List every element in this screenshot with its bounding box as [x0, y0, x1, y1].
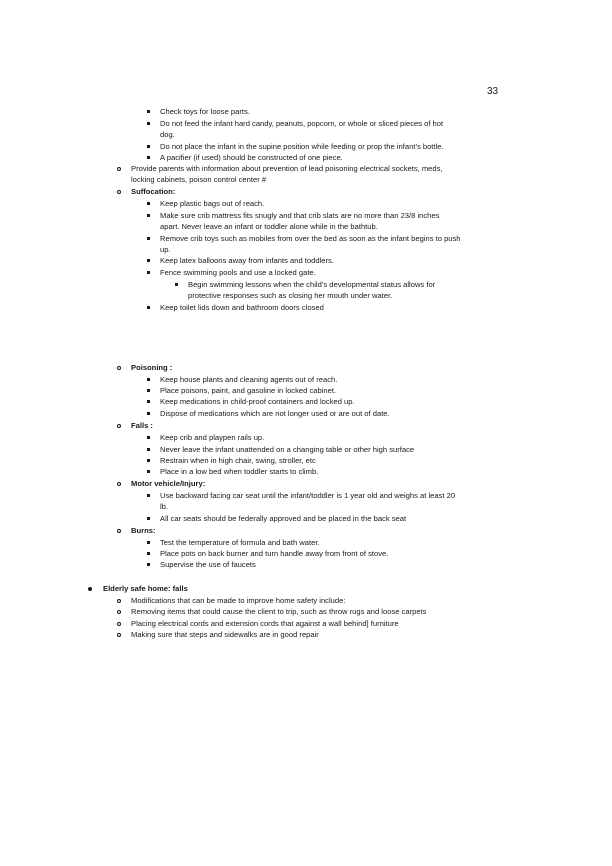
- circle-bullet-icon: [117, 190, 121, 194]
- list-item: Do not feed the infant hard candy, peanuts, popcorn, or whole or sliced pieces of hot: [160, 119, 444, 128]
- list-item: Fence swimming pools and use a locked gate.: [160, 268, 316, 277]
- list-item-continued: up.: [160, 245, 171, 254]
- list-item: Modifications that can be made to improve home safety include:: [131, 596, 346, 605]
- list-item: Keep crib and playpen rails up.: [160, 433, 265, 442]
- square-bullet-icon: [147, 306, 150, 309]
- list-item-continued: dog.: [160, 130, 175, 139]
- list-item: Restrain when in high chair, swing, stroller, etc: [160, 456, 316, 465]
- square-bullet-icon: [147, 145, 150, 148]
- list-item: Provide parents with information about prevention of lead poisoning electrical sockets, meds,: [131, 164, 443, 173]
- square-bullet-icon: [147, 202, 150, 205]
- square-bullet-icon: [147, 156, 150, 159]
- list-item: Never leave the infant unattended on a changing table or other high surface: [160, 445, 415, 454]
- list-item: Removing items that could cause the client to trip, such as throw rugs and loose carpets: [131, 607, 427, 616]
- circle-bullet-icon: [117, 167, 121, 171]
- square-bullet-icon: [147, 214, 150, 217]
- list-item: Do not place the infant in the supine position while feeding or prop the infant’s bottle.: [160, 142, 444, 151]
- circle-bullet-icon: [117, 599, 121, 603]
- list-item: Placing electrical cords and extension cords that against a wall behind] furniture: [131, 619, 399, 628]
- list-item: Begin swimming lessons when the child’s developmental status allows for: [188, 280, 436, 289]
- square-bullet-icon: [147, 494, 150, 497]
- circle-bullet-icon: [117, 529, 121, 533]
- circle-bullet-icon: [117, 366, 121, 370]
- list-item-continued: lb.: [160, 502, 169, 511]
- list-item: All car seats should be federally approved and be placed in the back seat: [160, 514, 407, 523]
- circle-bullet-icon: [117, 622, 121, 626]
- square-bullet-icon: [147, 552, 150, 555]
- list-item: Place poisons, paint, and gasoline in locked cabinet.: [160, 386, 337, 395]
- list-item: Keep latex balloons away from infants and toddlers.: [160, 256, 334, 265]
- square-bullet-icon: [147, 400, 150, 403]
- disc-bullet-icon: [88, 587, 92, 591]
- section-heading-burns: Burns:: [131, 526, 156, 535]
- list-item-continued: locking cabinets, poison control center #: [131, 175, 267, 184]
- list-item: Keep toilet lids down and bathroom doors closed: [160, 303, 324, 312]
- section-heading-motor-vehicle: Motor vehicle/Injury:: [131, 479, 206, 488]
- list-item: Keep plastic bags out of reach.: [160, 199, 265, 208]
- section-heading-suffocation: Suffocation:: [131, 187, 176, 196]
- square-bullet-icon: [147, 259, 150, 262]
- square-bullet-icon: [147, 541, 150, 544]
- list-item: Use backward facing car seat until the infant/toddler is 1 year old and weighs at least 20: [160, 491, 456, 500]
- list-item: Dispose of medications which are not longer used or are out of date.: [160, 409, 390, 418]
- page-number: 33: [487, 86, 499, 97]
- square-bullet-icon: [147, 389, 150, 392]
- list-item: Place pots on back burner and turn handle away from front of stove.: [160, 549, 389, 558]
- circle-bullet-icon: [117, 424, 121, 428]
- square-bullet-icon: [147, 271, 150, 274]
- square-bullet-icon: [147, 237, 150, 240]
- circle-bullet-icon: [117, 482, 121, 486]
- section-heading-poisoning: Poisoning :: [131, 363, 173, 372]
- list-item: A pacifier (if used) should be constructed of one piece.: [160, 153, 343, 162]
- square-bullet-icon: [147, 517, 150, 520]
- list-item: Remove crib toys such as mobiles from over the bed as soon as the infant begins to push: [160, 234, 461, 243]
- circle-bullet-icon: [117, 633, 121, 637]
- square-bullet-icon: [147, 110, 150, 113]
- list-item-continued: apart. Never leave an infant or toddler alone while in the bathtub.: [160, 222, 378, 231]
- square-bullet-icon: [147, 448, 150, 451]
- list-item: Keep house plants and cleaning agents out of reach.: [160, 375, 338, 384]
- list-item: Test the temperature of formula and bath water.: [160, 538, 320, 547]
- square-bullet-icon: [147, 378, 150, 381]
- square-bullet-icon: [175, 283, 178, 286]
- list-item: Make sure crib mattress fits snugly and that crib slats are no more than 23/8 inches: [160, 211, 440, 220]
- circle-bullet-icon: [117, 610, 121, 614]
- list-item-continued: protective responses such as closing her mouth under water.: [188, 291, 393, 300]
- square-bullet-icon: [147, 470, 150, 473]
- section-heading-falls: Falls :: [131, 421, 153, 430]
- list-item: Check toys for loose parts.: [160, 107, 250, 116]
- list-item: Place in a low bed when toddler starts to climb.: [160, 467, 319, 476]
- square-bullet-icon: [147, 122, 150, 125]
- square-bullet-icon: [147, 563, 150, 566]
- square-bullet-icon: [147, 412, 150, 415]
- square-bullet-icon: [147, 459, 150, 462]
- section-heading-elderly: Elderly safe home: falls: [103, 584, 188, 593]
- list-item: Supervise the use of faucets: [160, 560, 256, 569]
- list-item: Making sure that steps and sidewalks are in good repair: [131, 630, 319, 639]
- square-bullet-icon: [147, 436, 150, 439]
- list-item: Keep medications in child-proof containers and locked up.: [160, 397, 355, 406]
